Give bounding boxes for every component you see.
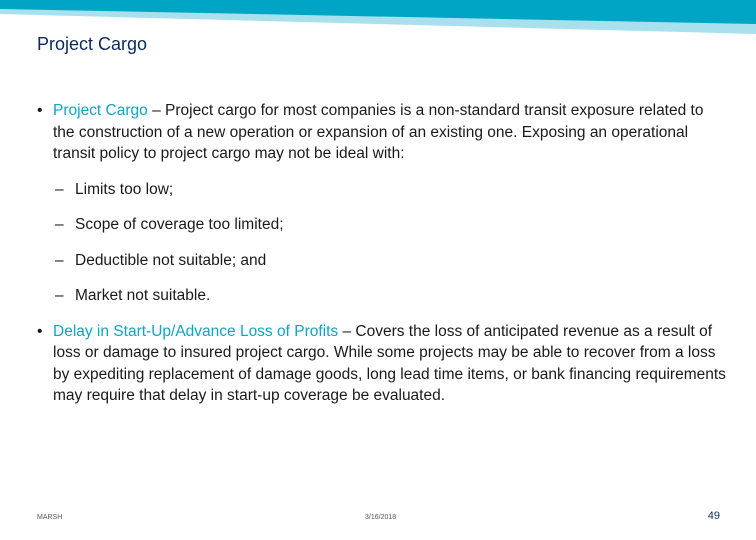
bullet-text: – Covers the loss of anticipated revenue as a result of loss or damage to insured project cargo. While some projects may be able to recover from a loss by expediting replacement of damage goods, long lead time items, or bank financing requirements may require that delay in start-up coverage be evaluated. xyxy=(53,322,726,404)
sub-item: – Scope of coverage too limited; xyxy=(55,216,284,233)
bullet-term: Delay in Start-Up/Advance Loss of Profits xyxy=(53,322,339,340)
slide-title: Project Cargo xyxy=(37,34,148,54)
sub-item: – Limits too low; xyxy=(55,180,174,198)
bullet-text: – Project cargo for most companies is a non-standard transit exposure related to the construction of a new operation or expansion of an existing one. Exposing an operational transit policy to project cargo may not be ideal with: xyxy=(53,102,704,162)
footer-brand: MARSH xyxy=(37,514,63,521)
sub-item: – Market not suitable. xyxy=(55,287,211,304)
bullet-delay-start-up: • Delay in Start-Up/Advance Loss of Profits – Covers the loss of anticipated revenue as a result of loss or damage to insured project cargo. While some projects may be able to recover from a loss by expediting replacement of damage goods, long lead time items, or bank financing requirements may require that delay in start-up coverage be evaluated. xyxy=(37,322,726,404)
footer-date: 3/16/2018 xyxy=(365,514,397,521)
bullet-term: Project Cargo xyxy=(53,102,148,119)
bullet-project-cargo: • Project Cargo – Project cargo for most companies is a non-standard transit exposure related to the construction of a new operation or expansion of an existing one. Exposing an operational transit policy to project cargo may not be ideal with: xyxy=(37,102,704,162)
sub-item: – Deductible not suitable; and xyxy=(55,251,267,269)
slide-body xyxy=(37,100,727,407)
page-number: 49 xyxy=(707,510,720,522)
